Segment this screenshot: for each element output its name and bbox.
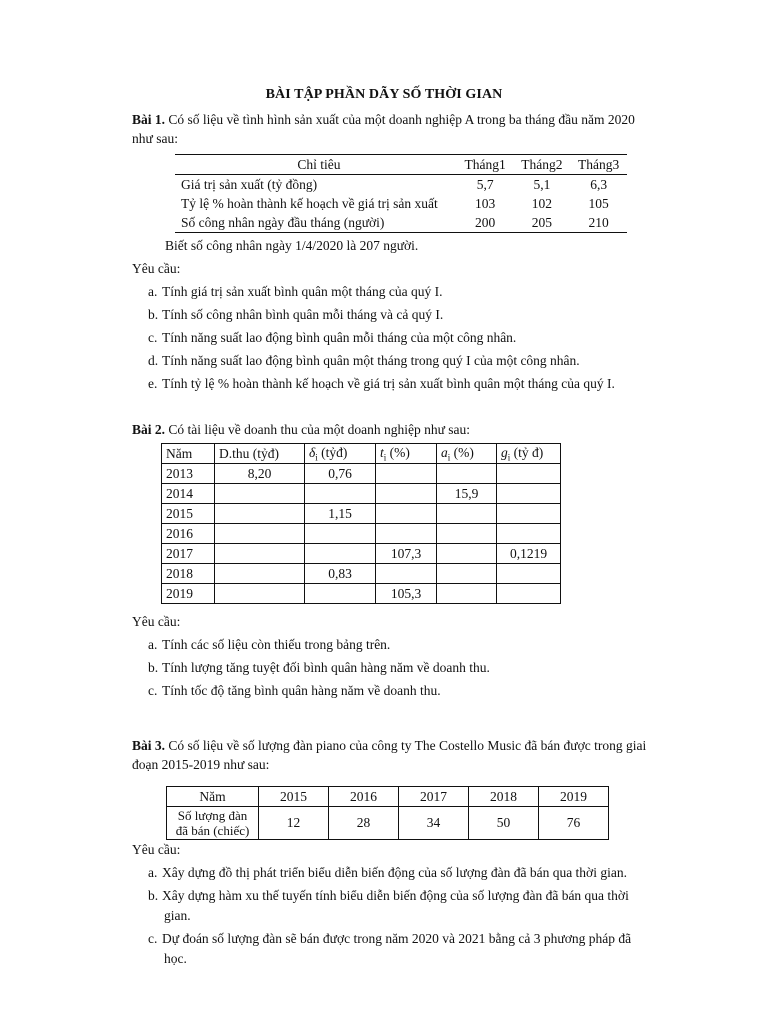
table-cell: 5,7: [476, 176, 494, 192]
table-cell: [376, 464, 437, 484]
table-header: $g_i$ (tỷ đ): [497, 444, 561, 464]
table-header: Tháng1: [457, 155, 514, 175]
table-cell: 76: [539, 807, 609, 840]
bai1-intro-text-1: Có số liệu về tình hình sản xuất của một doanh nghiệp A trong ba tháng đầu năm 2020: [165, 112, 635, 127]
table-row: [162, 484, 561, 504]
table-cell: [215, 484, 305, 504]
bai1-task-e: e. Tính tỷ lệ % hoàn thành kế hoạch về giá trị sản xuất bình quân một tháng của quý I.: [148, 376, 615, 391]
table-cell: [497, 464, 561, 484]
bai2-yeu-cau: Yêu cầu:: [132, 614, 181, 629]
table-cell: [437, 524, 497, 544]
bai3-yeu-cau: Yêu cầu:: [132, 842, 181, 857]
bai2-task-a: a. Tính các số liệu còn thiếu trong bảng trên.: [148, 637, 391, 652]
bai3-intro: [132, 738, 646, 754]
table-cell: [305, 584, 376, 604]
table-cell: [497, 504, 561, 524]
table-row: [162, 504, 561, 524]
table-cell: [215, 524, 305, 544]
table-cell: [437, 464, 497, 484]
table-cell: [497, 484, 561, 504]
table-cell: 107,3: [376, 544, 437, 564]
table-header: Tháng3: [570, 155, 627, 175]
table-cell: 34: [399, 807, 469, 840]
bai3-task-b: b. Xây dựng hàm xu thế tuyến tính biểu diễn biến động của số lượng đàn đã bán qua thời: [148, 888, 629, 903]
table-row-label: Số lượng đàn đã bán (chiếc): [167, 807, 259, 840]
table-header: $\delta_i$ (tỷđ): [305, 444, 376, 464]
table-cell: [305, 544, 376, 564]
table-header: 2016: [329, 787, 399, 807]
bai1-yeu-cau: Yêu cầu:: [132, 261, 181, 276]
table-cell: 12: [259, 807, 329, 840]
page-title: BÀI TẬP PHẦN DÃY SỐ THỜI GIAN: [265, 87, 503, 102]
table-cell: 0,76: [305, 464, 376, 484]
bai3-intro-text-1: Có số liệu về số lượng đàn piano của công ty The Costello Music đã bán được trong giai: [165, 738, 647, 753]
table-header: Chỉ tiêu: [175, 155, 457, 175]
table-cell: [497, 564, 561, 584]
bai1-task-c: c. Tính năng suất lao động bình quân mỗi tháng của một công nhân.: [148, 330, 517, 345]
bai1-intro-text-2: như sau:: [132, 131, 178, 146]
table-cell: 2013: [162, 464, 215, 484]
table-cell: 2019: [162, 584, 215, 604]
table-cell: 200: [457, 213, 514, 233]
table-cell: [437, 584, 497, 604]
bai1-note: Biết số công nhân ngày 1/4/2020 là 207 người.: [165, 238, 419, 253]
table-cell: 205: [514, 213, 571, 233]
table-row: [167, 807, 609, 840]
table-header-row: [162, 444, 561, 464]
table-row: [162, 584, 561, 604]
table-header: $t_i$ (%): [376, 444, 437, 464]
table-header: 2018: [469, 787, 539, 807]
table-cell: [305, 484, 376, 504]
bai2-table: [161, 443, 561, 604]
table-cell: [437, 544, 497, 564]
table-cell: [376, 484, 437, 504]
table-header: 2015: [259, 787, 329, 807]
table-cell: 105: [588, 195, 609, 211]
bai1-task-a: a. Tính giá trị sản xuất bình quân một tháng của quý I.: [148, 284, 443, 299]
table-cell: [305, 524, 376, 544]
table-cell: 0,1219: [497, 544, 561, 564]
bai3-label: Bài 3.: [132, 738, 166, 753]
bai3-task-b-cont: gian.: [164, 908, 191, 923]
table-cell: [215, 504, 305, 524]
table-cell: [215, 544, 305, 564]
table-header: 2019: [539, 787, 609, 807]
table-cell: 103: [475, 195, 496, 211]
table-cell: [215, 584, 305, 604]
table-cell: Giá trị sản xuất (tỷ đồng): [181, 176, 318, 192]
table-cell: [215, 564, 305, 584]
table-cell: 50: [469, 807, 539, 840]
table-cell: 1,15: [305, 504, 376, 524]
table-cell: [376, 524, 437, 544]
table-header: 2017: [399, 787, 469, 807]
table-cell: 210: [570, 213, 627, 233]
table-cell: 102: [531, 195, 553, 211]
table-header: $a_i$ (%): [437, 444, 497, 464]
table-cell: 2018: [162, 564, 215, 584]
bai3-task-a: a. Xây dựng đồ thị phát triển biểu diễn biến động của số lượng đàn đã bán qua thời gian.: [148, 865, 627, 880]
table-cell: 28: [329, 807, 399, 840]
table-cell: 5,1: [533, 176, 551, 192]
table-row: [162, 564, 561, 584]
table-cell: [376, 564, 437, 584]
bai3-task-c: c. Dự đoán số lượng đàn sẽ bán được trong năm 2020 và 2021 bằng cả 3 phương pháp đã: [148, 931, 632, 946]
table-header: Năm: [162, 444, 215, 464]
table-cell: 2015: [162, 504, 215, 524]
table-cell: [437, 564, 497, 584]
bai3-task-c-cont: học.: [164, 951, 187, 966]
bai1-intro: [132, 112, 635, 128]
table-cell: 2016: [162, 524, 215, 544]
bai2-label: Bài 2.: [132, 422, 166, 437]
bai1-table: [175, 154, 627, 233]
bai1-task-b: b. Tính số công nhân bình quân mỗi tháng và cả quý I.: [148, 307, 444, 322]
table-row: [175, 213, 627, 233]
table-cell: [437, 504, 497, 524]
table-header: Năm: [167, 787, 259, 807]
table-cell: Số công nhân ngày đầu tháng (người): [175, 213, 457, 233]
table-row: [162, 544, 561, 564]
table-header: D.thu (tỷđ): [215, 444, 305, 464]
bai2-intro-text: Có tài liệu về doanh thu của một doanh nghiệp như sau:: [165, 422, 471, 437]
bai2-task-b: b. Tính lượng tăng tuyệt đối bình quân hàng năm về doanh thu.: [148, 660, 490, 675]
table-cell: [497, 524, 561, 544]
table-row: [162, 524, 561, 544]
bai2-intro: [132, 422, 470, 438]
bai3-table: [166, 786, 609, 840]
table-cell: 2017: [162, 544, 215, 564]
table-cell: Tỷ lệ % hoàn thành kế hoạch về giá trị sản xuất: [181, 195, 438, 211]
table-row: [162, 464, 561, 484]
bai1-label: Bài 1.: [132, 112, 166, 127]
table-header-row: [167, 787, 609, 807]
table-row: [175, 175, 627, 195]
table-cell: 15,9: [437, 484, 497, 504]
table-cell: 105,3: [376, 584, 437, 604]
table-row: [175, 194, 627, 213]
table-cell: 0,83: [305, 564, 376, 584]
bai1-task-d: d. Tính năng suất lao động bình quân một tháng trong quý I của một công nhân.: [148, 353, 580, 368]
bai2-task-c: c. Tính tốc độ tăng bình quân hàng năm về doanh thu.: [148, 683, 441, 698]
table-cell: [376, 504, 437, 524]
table-header: Tháng2: [514, 155, 571, 175]
table-cell: 8,20: [215, 464, 305, 484]
table-cell: 6,3: [590, 176, 608, 192]
table-cell: [497, 584, 561, 604]
bai3-intro-text-2: đoạn 2015-2019 như sau:: [132, 757, 270, 772]
table-cell: 2014: [162, 484, 215, 504]
